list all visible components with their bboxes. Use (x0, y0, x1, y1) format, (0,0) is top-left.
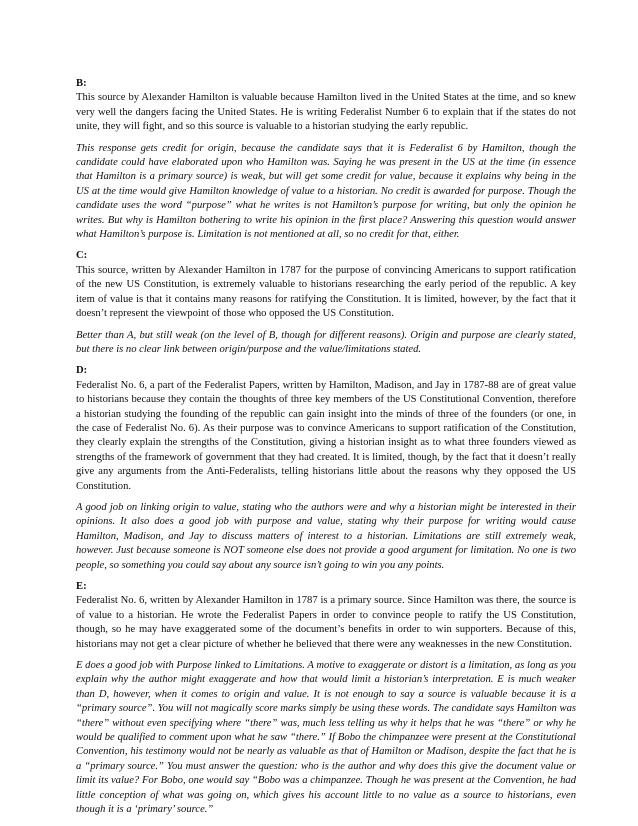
section-e (76, 580, 576, 818)
examiner-comment: Better than A, but still weak (on the level of B, though for different reasons). Origin and purpose are clearly stated, but there is no clear link between origin/purpose and the value/limitations stated. (76, 329, 576, 355)
section-b (76, 77, 576, 242)
section-body: Federalist No. 6, written by Alexander Hamilton in 1787 is a primary source. Since Hamilton was there, the source is of value to a historian. He wrote the Federalist Papers in order to convince people to ratify the US Constitution, though, so he may have exaggerated some of the document’s benefits in order to win supporters. Because of this, historians may not get a clear picture of whether he believed that there were any weaknesses in the new Constitution. (76, 595, 576, 650)
section-c (76, 249, 576, 357)
section-body: This source, written by Alexander Hamilton in 1787 for the purpose of convincing Americans to support ratification of the new US Constitution, is extremely valuable to historians researching the early period of the republic. A key item of value is that it contains many reasons for ratifying the Constitution. It is limited, however, by the fact that it doesn’t represent the viewpoint of those who opposed the US Constitution. (76, 264, 576, 320)
examiner-comment: A good job on linking origin to value, stating who the authors were and why a historian might be interested in their opinions. It also does a good job with purpose and value, stating why their purpose for writing would cause Hamilton, Madison, and Jay to discuss matters of interest to a historian. Limitations are still extremely weak, however. Just because someone is NOT someone else does not provide a good argument for limitation. No one is two people, so something you could say about any source isn’t going to win you any points. (76, 501, 576, 571)
section-label: D: (76, 365, 88, 377)
section-label: B: (76, 78, 87, 89)
section-body: Federalist No. 6, a part of the Federalist Papers, written by Hamilton, Madison, and Jay in 1787-88 are of great value to historians because they contain the thoughts of three key members of the US Constitutional Convention, therefore a historian studying the founding of the republic can gain insight into the minds of three of the founders (or one, in the case of Federalist No. 6). As their purpose was to convince Americans to support ratification of the Constitution, they clearly explain the strengths of the Constitution, giving a historian insight as to what three founders viewed as strengths of the framework of government that they had created. It is limited, though, by the fact that it doesn’t really give any arguments from the Anti-Federalists, telling historians little about the reasons why they opposed the US Constitution. (76, 379, 576, 492)
section-d (76, 364, 576, 573)
section-label: C: (76, 250, 88, 262)
section-body: This source by Alexander Hamilton is valuable because Hamilton lived in the United States at the time, and so knew very well the dangers facing the United States. He is writing Federalist Number 6 to explain that if the states do not unite, they will fight, and so this source is valuable to a historian studying the early republic. (76, 92, 576, 133)
section-label: E: (76, 581, 87, 592)
examiner-comment: E does a good job with Purpose linked to Limitations. A motive to exaggerate or distort is a limitation, as long as you explain why the author might exaggerate and how that would limit a historian’s interpretation. E is much weaker than D, however, when it comes to origin and value. It is not enough to say a source is valuable because it is a “primary source”. You will not magically score marks simply be using these words. The candidate says Hamilton was “there” without even specifying where “there” was, much less telling us why it helps that he was “there” or why he would be qualified to comment upon what he saw “there.” If Bobo the chimpanzee were present at the Constitutional Convention, his testimony would not be nearly as valuable as that of Hamilton or Madison, despite the fact that he is a “primary source.” You must answer the question: who is the author and why does this give the document value or limit its value? For Bobo, one would say “Bobo was a chimpanzee. Though he was present at the Convention, he had little conception of what was going on, which gives his account little to no value as a source to historians, even though it is a ‘primary’ source.” (76, 660, 576, 816)
examiner-comment: This response gets credit for origin, because the candidate says that it is Federalist 6 by Hamilton, though the candidate could have elaborated upon who Hamilton was. Saying he was present in the US at the time (in essence that Hamilton is a primary source) is weak, but will get some credit for value, because it explains why being in the US at the time would give Hamilton knowledge of value to a historian. No credit is awarded for purpose. Though the candidate uses the word “purpose” what he writes is not Hamilton’s purpose for writing, but only the opinion he writes. But why is Hamilton bothering to write his opinion in the first place? Answering this question would answer what Hamilton’s purpose is. Limitation is not mentioned at all, so no credit for that, either. (76, 142, 576, 241)
